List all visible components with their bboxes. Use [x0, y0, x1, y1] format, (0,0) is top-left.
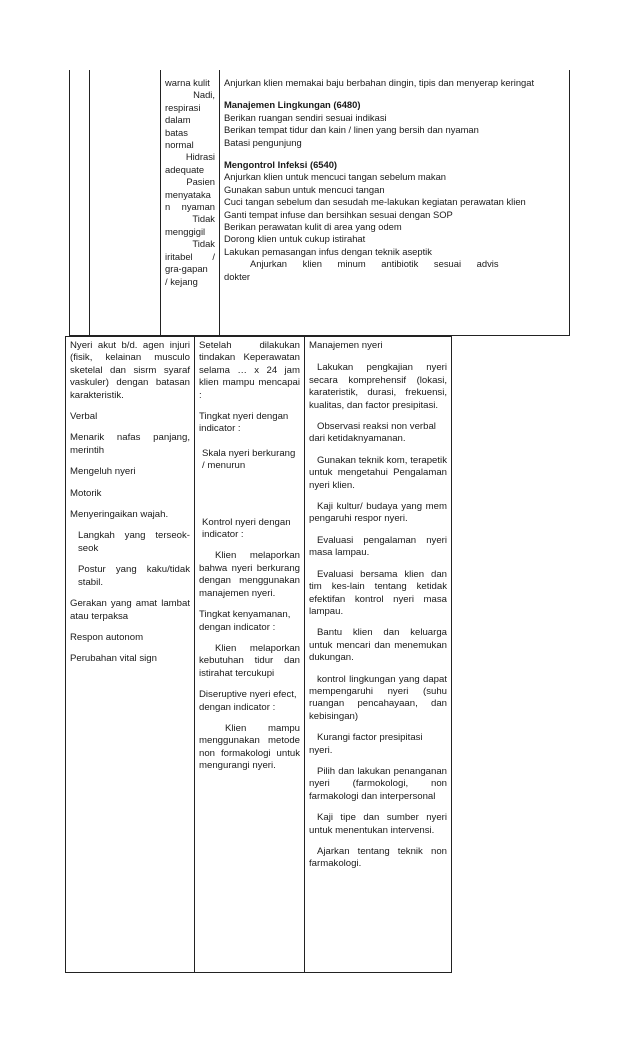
intervention-text: Lakukan pengkajian nyeri secara komprehensif (lokasi, karateristik, durasi, frekuensi, kualitas, dan factor presipitasi.	[309, 362, 447, 411]
outcome-text: Setelah dilakukan tindakan Keperawatan selama … x 24 jam klien mampu mencapai :	[199, 340, 300, 401]
diagnosis-text: Nyeri akut b/d. agen injuri (fisik, kelainan musculo sketelal dan sisrm syaraf vaskuler) dengan batasan karakteristik.	[70, 340, 190, 401]
intervention-item: Ganti tempat infuse dan bersihkan sesuai dengan SOP	[224, 208, 453, 220]
top-table-divider-1	[89, 70, 90, 336]
outcomes-column	[199, 340, 300, 782]
bottom-table-top-border	[65, 336, 452, 337]
outcome-text: Klien melaporkan kebutuhan tidur dan istirahat tercukupi	[199, 642, 300, 679]
outcome-line: menggigil	[165, 225, 206, 237]
bottom-table-bottom-border	[65, 972, 452, 973]
intervention-item: Berikan ruangan sendiri sesuai indikasi	[224, 111, 387, 123]
outcome-line: Tidak	[192, 238, 215, 250]
outcome-text: Tingkat kenyamanan, dengan indicator :	[199, 609, 291, 633]
outcome-line: warna kulit	[165, 77, 210, 88]
diagnosis-text: Motorik	[70, 487, 102, 499]
intervention-text: Gunakan teknik kom, terapetik untuk mengetahui Pengalaman nyeri klien.	[309, 454, 447, 491]
diagnosis-text: Respon autonom	[70, 631, 144, 643]
outcome-line: dalam	[165, 114, 191, 126]
intervention-text: Kaji tipe dan sumber nyeri untuk menentukan intervensi.	[309, 812, 447, 836]
interventions-column	[309, 340, 447, 880]
intervention-item: Berikan tempat tidur dan kain / linen yang bersih dan nyaman	[224, 124, 479, 136]
outcome-line: iritabel /	[165, 250, 215, 262]
outcome-line: / kejang	[165, 275, 198, 287]
intervention-text: Kurangi factor presipitasi nyeri.	[309, 732, 423, 756]
top-table-right-border	[569, 70, 570, 336]
top-outcome-column	[165, 77, 215, 288]
top-table	[0, 0, 638, 336]
intervention-item: Lakukan pemasangan infus dengan teknik aseptik	[224, 245, 432, 257]
outcome-text: Klien mampu menggunakan metode non formakologi untuk mengurangi nyeri.	[199, 722, 300, 772]
outcome-line: gra-gapan	[165, 263, 208, 275]
outcome-line: menyataka	[165, 188, 211, 200]
intervention-text: Kaji kultur/ budaya yang mem pengaruhi respor nyeri.	[309, 501, 447, 525]
intervention-item: Cuci tangan sebelum dan sesudah me-lakukan kegiatan perawatan klien	[224, 196, 526, 208]
top-table-divider-3	[219, 70, 220, 336]
bottom-table-right-border	[451, 336, 452, 973]
intervention-item: Anjurkan klien minum antibiotik sesuai advis	[250, 258, 499, 270]
diagnosis-column	[70, 340, 190, 675]
outcome-line: Hidrasi	[185, 151, 215, 163]
outcome-line: batas	[165, 126, 188, 138]
outcome-line: Nadi,	[193, 89, 215, 101]
outcome-line: Tidak	[192, 213, 215, 225]
diagnosis-text: Menyeringaikan wajah.	[70, 509, 169, 521]
top-intervention-column	[224, 77, 565, 283]
intervention-text: Pilih dan lakukan penanganan nyeri (farmokologi, non farmakologi dan interpersonal	[309, 765, 447, 802]
outcome-text: Skala nyeri berkurang / menurun	[202, 447, 296, 472]
section-title-mengontrol-infeksi: Mengontrol Infeksi (6540)	[224, 159, 338, 171]
diagnosis-text: Postur yang kaku/tidak stabil.	[78, 564, 190, 588]
diagnosis-text: Langkah yang terseok-seok	[78, 530, 190, 554]
intervention-text: Evaluasi bersama klien dan tim kes-lain tentang ketidak efektifan kontrol nyeri masa lampau.	[309, 568, 447, 617]
diagnosis-text: Mengeluh nyeri	[70, 466, 136, 478]
intervention-text: kontrol lingkungan yang dapat mempengaruhi nyeri (suhu ruangan pencahayaan, dan kebisingan)	[309, 673, 447, 722]
intervention-item: Gunakan sabun untuk mencuci tangan	[224, 183, 385, 195]
intervention-item: Batasi pengunjung	[224, 136, 302, 148]
outcome-line: n nyaman	[165, 201, 215, 213]
outcome-line: Pasien	[186, 176, 215, 188]
bottom-table-divider-2	[304, 336, 305, 973]
top-table-left-border	[69, 70, 70, 336]
outcome-text: Kontrol nyeri dengan indicator :	[202, 516, 291, 541]
outcome-line: adequate	[165, 163, 205, 175]
outcome-line: normal	[165, 139, 194, 151]
bottom-table	[0, 336, 638, 1051]
outcome-line: respirasi	[165, 101, 201, 113]
intervention-text: Ajarkan tentang teknik non farmakologi.	[309, 846, 447, 870]
bottom-table-divider-1	[194, 336, 195, 973]
intervention-item: Anjurkan klien untuk mencuci tangan sebelum makan	[224, 171, 447, 183]
bottom-table-left-border	[65, 336, 66, 973]
diagnosis-text: Menarik nafas panjang, merintih	[70, 432, 190, 456]
section-title-manajemen-lingkungan: Manajemen Lingkungan (6480)	[224, 99, 361, 111]
diagnosis-text: Verbal	[70, 411, 98, 423]
diagnosis-text: Gerakan yang amat lambat atau terpaksa	[70, 598, 190, 622]
intervention-item: dokter	[224, 270, 251, 282]
intervention-text: Evaluasi pengalaman nyeri masa lampau.	[309, 534, 447, 559]
intervention-item: Dorong klien untuk cukup istirahat	[224, 233, 366, 245]
intervention-text: Bantu klien dan keluarga untuk mencari dan menemukan dukungan.	[309, 627, 447, 664]
intervention-item: Berikan perawatan kulit di area yang odem	[224, 221, 402, 233]
top-table-divider-2	[160, 70, 161, 336]
diagnosis-text: Perubahan vital sign	[70, 653, 157, 665]
intervention-text: Observasi reaksi non verbal dari ketidaknyamanan.	[309, 421, 436, 445]
outcome-text: Diseruptive nyeri efect, dengan indicator :	[199, 689, 297, 713]
intervention-heading: Manajemen nyeri	[309, 340, 383, 351]
intervention-line: Anjurkan klien memakai baju berbahan dingin, tipis dan menyerap keringat	[224, 77, 535, 88]
outcome-text: Klien melaporkan bahwa nyeri berkurang dengan menggunakan manajemen nyeri.	[199, 550, 300, 599]
outcome-text: Tingkat nyeri dengan indicator :	[199, 411, 289, 435]
